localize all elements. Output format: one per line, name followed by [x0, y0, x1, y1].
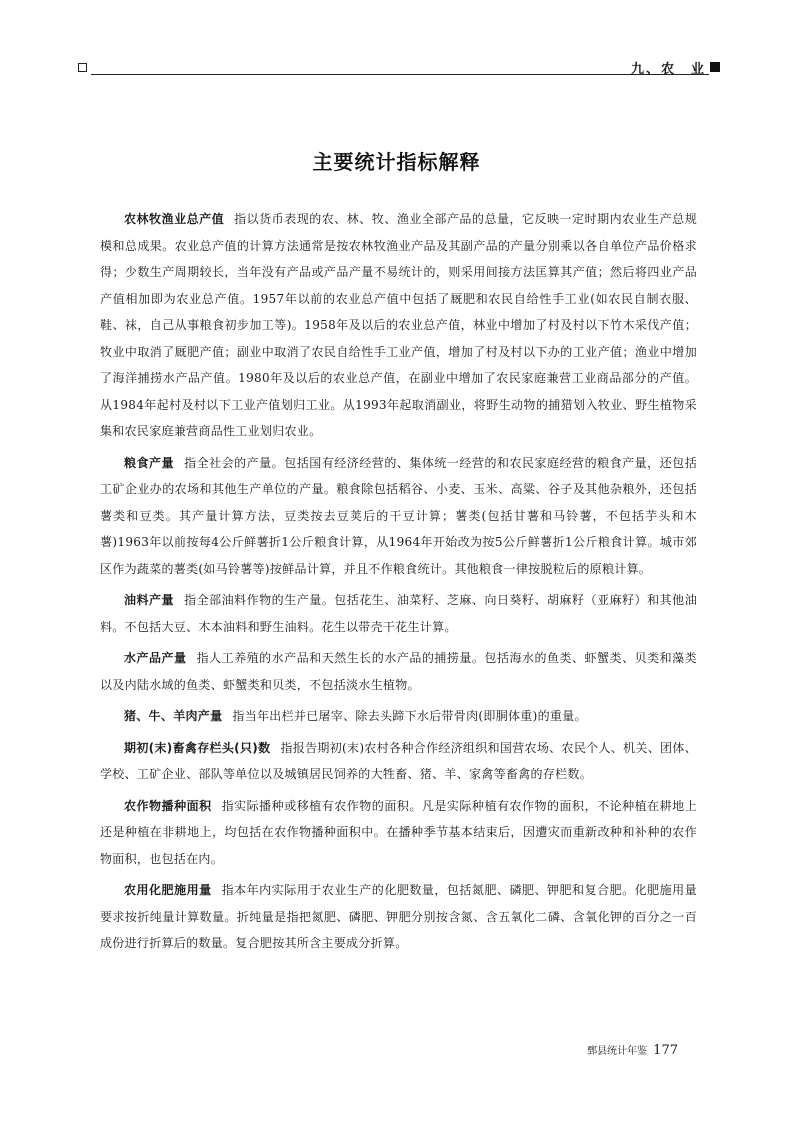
- definition-text: 指以货币表现的农、林、牧、渔业全部产品的总量，它反映一定时期内农业生产总规模和总成果。农业总产值的计算方法通常是按农林牧渔业产品及其副产品的产量分别乘以各自单位产品价格求得；少数生产周期较长，当年没有产品或产品产量不易统计的，则采用间接方法匡算其产值；然后将四业产品产值相加即为农业总产值。1957年以前的农业总产值中包括了厩肥和农民自给性手工业(如农民自制衣服、鞋、袜，自己从事粮食初步加工等)。1958年及以后的农业总产值，林业中增加了村及村以下竹木采伐产值；牧业中取消了厩肥产值；副业中取消了农民自给性手工业产值，增加了村及村以下办的工业产值；渔业中增加了海洋捕捞水产品产值。1980年及以后的农业总产值，在副业中增加了农民家庭兼营工业商品部分的产值。从1984年起村及村以下工业产值划归工业。从1993年起取消副业，将野生动物的捕猎划入牧业、野生植物采集和农民家庭兼营商品性工业划归农业。: [100, 212, 697, 438]
- definition-term: 期初(末)畜禽存栏头(只)数: [124, 740, 271, 755]
- definition-term: 农林牧渔业总产值: [124, 212, 225, 226]
- definition-term: 农用化肥施用量: [124, 883, 212, 897]
- definition-text: 指全社会的产量。包括国有经济经营的、集体统一经营的和农民家庭经营的粮食产量，还包括工矿企业办的农场和其他生产单位的产量。粮食除包括稻谷、小麦、玉米、高粱、谷子及其他杂粮外，还包括薯类和豆类。其产量计算方法，豆类按去豆荚后的干豆计算；薯类(包括甘薯和马铃薯，不包括芋头和木薯)1963年以前按每4公斤鲜薯折1公斤粮食计算，从1964年开始改为按5公斤鲜薯折1公斤粮食计算。城市郊区作为蔬菜的薯类(如马铃薯等)按鲜品计算，并且不作粮食统计。其他粮食一律按脱粒后的原粮计算。: [100, 455, 697, 576]
- header-box-icon: [78, 63, 87, 72]
- definition-text: 指报告期初(末)农村各种合作经济组织和国营农场、农民个人、机关、团体、学校、工矿企业、部队等单位以及城镇居民饲养的大牲畜、猪、羊、家禽等畜禽的存栏数。: [100, 740, 698, 781]
- definition-text: 指实际播种或移植有农作物的面积。凡是实际种植有农作物的面积，不论种植在耕地上还是种植在非耕地上，均包括在农作物播种面积中。在播种季节基本结束后，因遭灾而重新改种和补种的农作物面积，也包括在内。: [100, 798, 697, 866]
- header-rule: [91, 74, 709, 75]
- definition-term: 油料产量: [124, 593, 175, 607]
- book-title: 鄄县统计年鉴: [587, 1046, 648, 1057]
- page-title: 主要统计指标解释: [312, 150, 481, 174]
- definition-text: 指人工养殖的水产品和天然生长的水产品的捕捞量。包括海水的鱼类、虾蟹类、贝类和藻类以及内陆水域的鱼类、虾蟹类和贝类，不包括淡水生植物。: [100, 651, 697, 692]
- chapter-title: 九、农 业: [630, 62, 706, 77]
- definition-text: 指当年出栏并已屠宰、除去头蹄下水后带骨肉(即胴体重)的重量。: [232, 709, 587, 723]
- definition-entry: [100, 206, 697, 445]
- definition-term: 农作物播种面积: [124, 798, 212, 813]
- definition-text: 指本年内实际用于农业生产的化肥数量，包括氮肥、磷肥、钾肥和复合肥。化肥施用量要求按折纯量计算数量。折纯量是指把氮肥、磷肥、钾肥分别按含氮、含五氧化二磷、含氧化钾的百分之一百成份进行折算后的数量。复合肥按其所含主要成分折算。: [100, 883, 697, 950]
- page-number: 177: [653, 1043, 678, 1058]
- definition-term: 猪、牛、羊肉产量: [124, 709, 223, 723]
- definition-entry: [100, 793, 697, 873]
- header-square-icon: [710, 62, 720, 72]
- running-header: [75, 58, 720, 80]
- definition-term: 粮食产量: [124, 455, 175, 470]
- definition-term: 水产品产量: [124, 651, 187, 665]
- definition-entry: [100, 450, 697, 583]
- definition-entry: [100, 587, 697, 640]
- definition-entry: [100, 735, 697, 788]
- definitions-body: [100, 206, 697, 962]
- definition-text: 指全部油料作物的生产量。包括花生、油菜籽、芝麻、向日葵籽、胡麻籽（亚麻籽）和其他油料。不包括大豆、木本油料和野生油料。花生以带壳干花生计算。: [100, 593, 697, 634]
- definition-entry: [100, 877, 697, 957]
- definition-entry: [100, 645, 697, 698]
- definition-entry: [100, 703, 697, 730]
- page-footer: [587, 1042, 678, 1058]
